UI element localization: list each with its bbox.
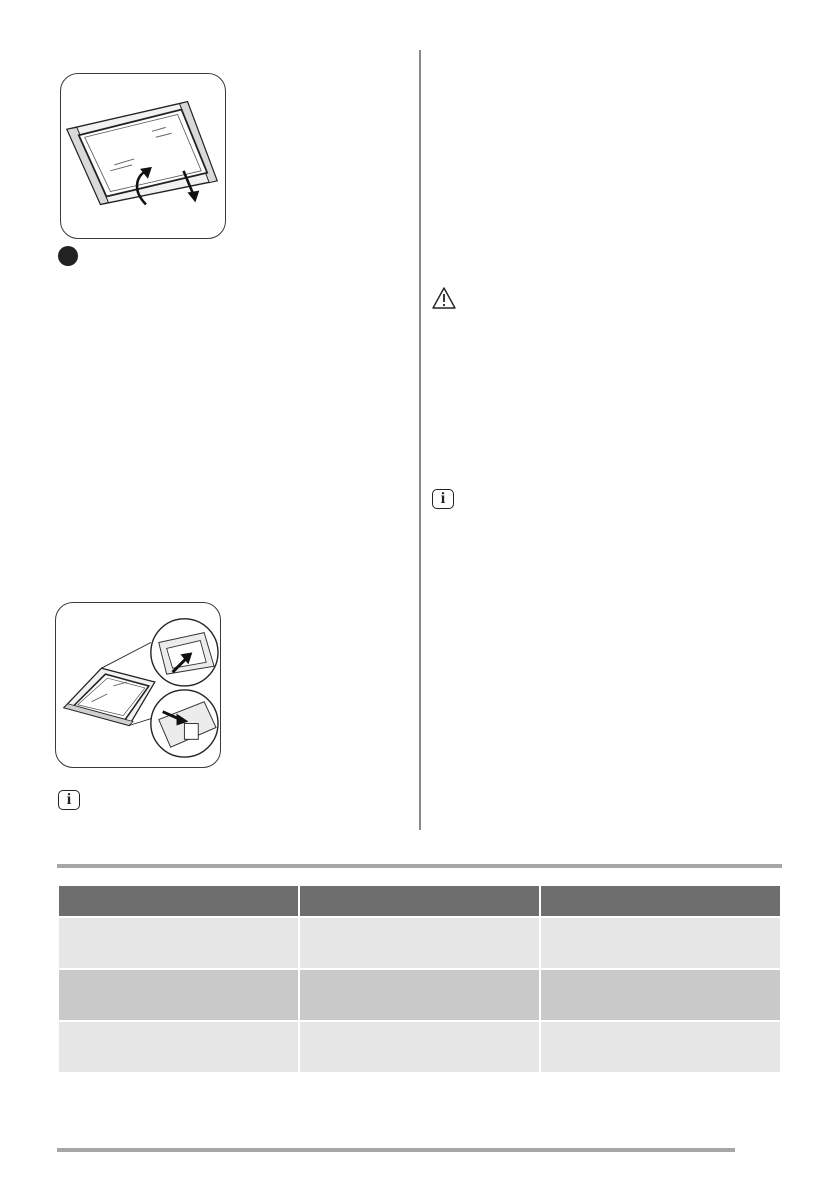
- table-cell: [541, 1020, 780, 1072]
- table-header-cell: [300, 886, 539, 916]
- footer-rule: [57, 1148, 735, 1152]
- info-icon: i: [432, 489, 454, 509]
- table-cell: [541, 916, 780, 968]
- data-table: [57, 886, 782, 1072]
- table-header-row: [59, 886, 780, 916]
- table-row: [59, 1020, 780, 1072]
- door-glass-removal-figure: [60, 73, 226, 239]
- table-header-cell: [59, 886, 298, 916]
- table-cell: [59, 1020, 298, 1072]
- info-icon: i: [58, 790, 80, 810]
- door-clip-detail-figure: [55, 602, 221, 768]
- table-cell: [300, 916, 539, 968]
- table-cell: [59, 968, 298, 1020]
- warning-triangle-icon: [431, 286, 457, 310]
- oven-door-clip-detail-illustration: [56, 603, 220, 767]
- table-cell: [300, 968, 539, 1020]
- section-rule: [57, 864, 782, 868]
- table-cell: [541, 968, 780, 1020]
- oven-door-glass-panel-illustration: [61, 74, 225, 238]
- table-row: [59, 916, 780, 968]
- step-marker: [58, 246, 78, 266]
- table-cell: [59, 916, 298, 968]
- column-divider: [419, 50, 421, 830]
- table-cell: [300, 1020, 539, 1072]
- table-header-cell: [541, 886, 780, 916]
- table-row: [59, 968, 780, 1020]
